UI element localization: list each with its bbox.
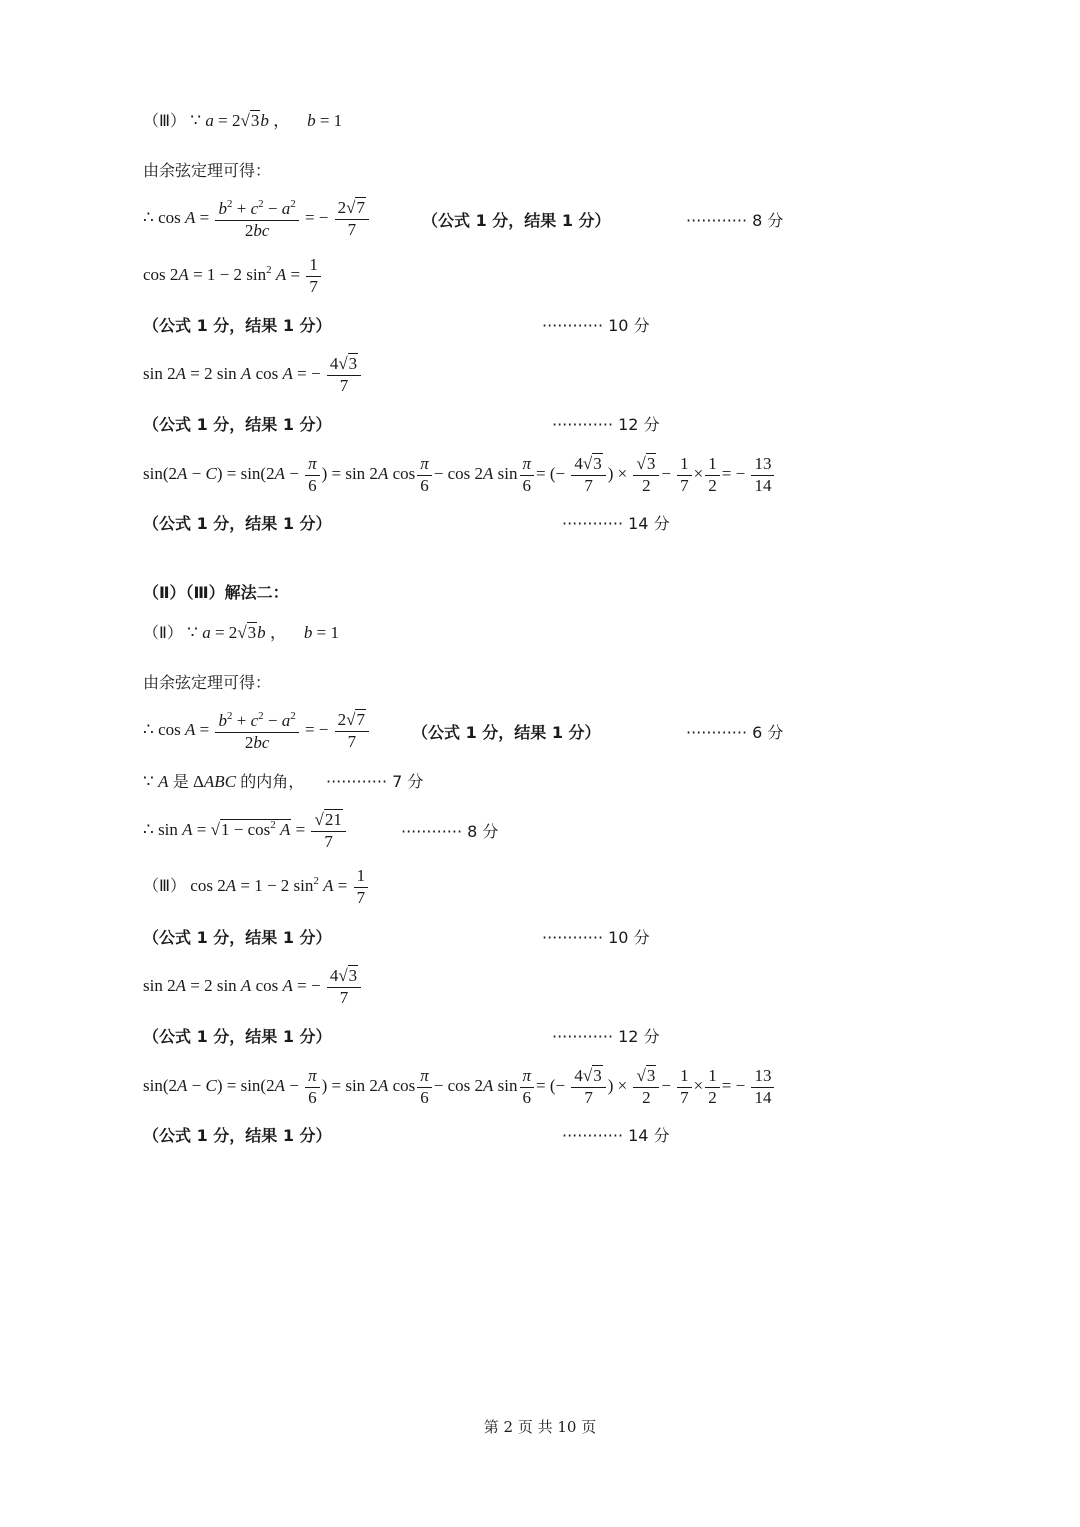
score-7: ············ 7 分 <box>326 772 424 791</box>
score-note: （公式 1 分，结果 1 分） <box>143 1126 332 1145</box>
cos2A-formula: cos 2A = 1 − 2 $\sin^2 A$ = $\frac{1}{7}$ <box>143 256 323 296</box>
score-8: ············ 8 分 <box>686 211 784 230</box>
score-note: （公式 1 分，结果 1 分） <box>143 1027 332 1046</box>
score-12: ············ 12 分 <box>552 415 660 434</box>
score-12: ············ 12 分 <box>552 1027 660 1046</box>
sin2A-formula: sin 2A = 2 sin A cos A = − $\frac{4√3}{7}$ <box>143 355 363 395</box>
part2-given-line: （Ⅱ） ∵ a = 2√3b ， b = 1 <box>143 623 339 642</box>
method2-heading: （Ⅱ）（Ⅲ）解法二： <box>143 583 289 602</box>
score-14: ············ 14 分 <box>562 514 670 533</box>
page-footer: 第 2 页 共 10 页 <box>483 1418 597 1436</box>
score-note: （公式 1 分，结果 1 分） <box>143 316 332 335</box>
given-formula: ∵ a = 2√3b ， b = 1 <box>190 111 343 130</box>
score-8: ············ 8 分 <box>401 822 499 841</box>
cos2A-formula: （Ⅲ） cos 2A = 1 − 2 $\sin^2 A$ = $\frac{1}{7}$ <box>143 867 370 907</box>
sinA-formula: ∴ $\sin A = √1 - \cos^2 A$ = $\frac{√21}{7}$ <box>143 811 348 851</box>
sin2A-C-formula: sin(2A − C) = sin(2A − $\frac{\pi}{6}$ ) = sin 2A cos $\frac{\pi}{6}$ − cos 2A sin $\frac{\pi}{6}$ = (− $\frac{4√3}{7}$ ) × $\frac{√3}{2}$ − $\frac{1}{7}$ × $\frac{1}{2}$ = − $\frac{13}{14}$ <box>143 455 776 495</box>
cosA-formula: ∴ cos A = $\frac{b^2 + c^2 - a^2}{2bc}$ = − $\frac{2√7}{7}$ <box>143 710 371 752</box>
sin2A-formula: sin 2A = 2 sin A cos A = − $\frac{4√3}{7}$ <box>143 967 363 1007</box>
angle-line: ∵ A 是 ΔABC 的内角， <box>143 772 305 791</box>
score-note: （公式 1 分，结果 1 分） <box>143 928 332 947</box>
part3-label: （Ⅲ） <box>143 876 187 896</box>
score-14: ············ 14 分 <box>562 1126 670 1145</box>
score-note: （公式 1 分，结果 1 分） <box>143 415 332 434</box>
score-6: ············ 6 分 <box>686 723 784 742</box>
score-10: ············ 10 分 <box>542 928 650 947</box>
cosA-formula: ∴ cos A = $\frac{b^2 + c^2 - a^2}{2bc}$ = − $\frac{2√7}{7}$ <box>143 198 371 240</box>
cosine-law-text: 由余弦定理可得： <box>143 673 272 692</box>
score-note: （公式 1 分，结果 1 分） <box>422 211 611 230</box>
score-note: （公式 1 分，结果 1 分） <box>143 514 332 533</box>
score-10: ············ 10 分 <box>542 316 650 335</box>
part2-label: （Ⅱ） <box>143 623 183 642</box>
score-note: （公式 1 分，结果 1 分） <box>412 723 601 742</box>
part3-label: （Ⅲ） <box>143 111 187 130</box>
part3-given-line <box>143 110 342 132</box>
cosine-law-text: 由余弦定理可得： <box>143 161 272 180</box>
sin2A-C-formula: sin(2A − C) = sin(2A − $\frac{\pi}{6}$ ) = sin 2A cos $\frac{\pi}{6}$ − cos 2A sin $\frac{\pi}{6}$ = (− $\frac{4√3}{7}$ ) × $\frac{√3}{2}$ − $\frac{1}{7}$ × $\frac{1}{2}$ = − $\frac{13}{14}$ <box>143 1067 776 1107</box>
